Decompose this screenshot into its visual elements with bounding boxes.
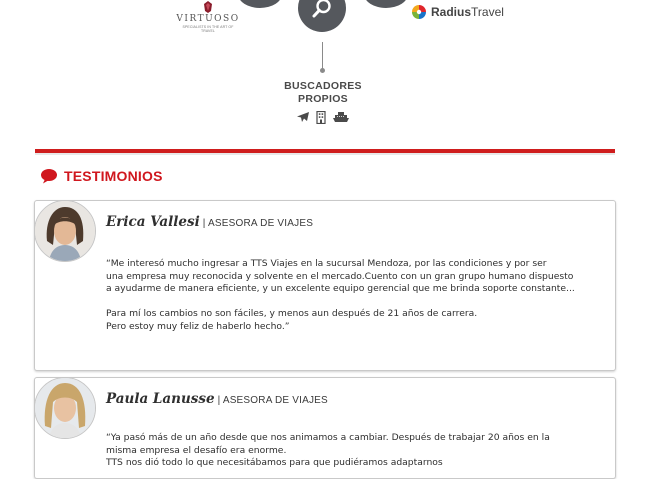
airplane-icon[interactable] (296, 111, 310, 123)
author-role: | ASESORA DE VIAJES (217, 395, 328, 406)
radius-pinwheel-icon (411, 4, 427, 20)
portrait-photo (35, 378, 95, 438)
radius-travel-logo[interactable] (411, 2, 504, 22)
search-icon (311, 0, 333, 19)
service-icons (296, 110, 352, 124)
hotel-icon[interactable] (316, 111, 326, 124)
portrait-photo (35, 201, 95, 261)
author-line (106, 391, 328, 407)
testimonial-quote (106, 258, 596, 334)
speech-bubble-icon (40, 168, 58, 184)
quote-paragraph: Para mí los cambios no son fáciles, y menos aun después de 21 años de carrera. Pero estoy muy feliz de haberlo hecho.” (106, 308, 478, 332)
avatar (34, 200, 96, 262)
radius-wordmark: RadiusTravel (431, 5, 504, 19)
hub-connector-dot (320, 68, 325, 73)
hub-circle-right[interactable] (364, 0, 408, 8)
author-role: | ASESORA DE VIAJES (202, 218, 314, 229)
avatar (34, 377, 96, 439)
author-name: Paula Lanusse (106, 391, 215, 407)
virtuoso-logo[interactable] (176, 0, 240, 32)
cruise-ship-icon[interactable] (332, 111, 350, 123)
hub-connector-line (322, 42, 323, 70)
buscadores-propios-title[interactable]: BUSCADORES PROPIOS (284, 80, 362, 105)
virtuoso-emblem-icon (202, 0, 214, 14)
virtuoso-wordmark: VIRTUOSO (176, 14, 240, 24)
author-line (106, 214, 313, 230)
testimonials-heading (40, 168, 163, 184)
section-divider-shadow (35, 153, 615, 155)
virtuoso-tagline: SPECIALISTS IN THE ART OF TRAVEL (182, 25, 234, 33)
quote-paragraph: “Me interesó mucho ingresar a TTS Viajes en la sucursal Mendoza, por las condiciones y por ser una empresa muy reconocida y solvente en el mercado.Cuento con un gran grupo humano dispuesto a ayudarme de manera eficiente, y un excelente equipo gerencial que me brinda soporte constante... (106, 258, 575, 295)
search-hub-button[interactable] (298, 0, 346, 32)
testimonials-title: TESTIMONIOS (64, 168, 163, 184)
testimonial-quote (106, 432, 596, 470)
author-name: Erica Vallesi (106, 214, 200, 230)
hub-circle-left[interactable] (238, 0, 282, 8)
quote-paragraph: “Ya pasó más de un año desde que nos animamos a cambiar. Después de trabajar 20 años en la misma empresa el desafío era enorme. TTS nos dió todo lo que necesitábamos para que pudiéramos adaptarnos (106, 432, 550, 469)
